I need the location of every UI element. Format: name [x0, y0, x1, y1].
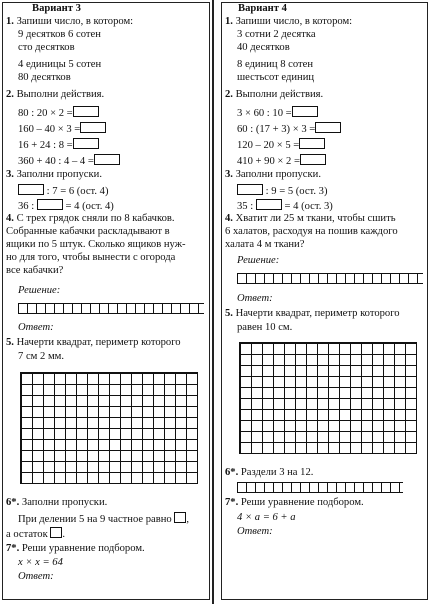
- v4-task-5-line: равен 10 см.: [237, 322, 293, 333]
- v4-expr: 410 + 90 × 2 =: [237, 154, 326, 168]
- v4-answer-label: Ответ:: [237, 526, 273, 537]
- answer-box[interactable]: [80, 122, 106, 133]
- v4-task-1-line: шестьсот единиц: [237, 72, 315, 83]
- answer-box[interactable]: [37, 199, 63, 210]
- answer-box[interactable]: [94, 154, 120, 165]
- v3-solution-lines[interactable]: [18, 303, 204, 314]
- column-divider: [212, 0, 214, 604]
- v3-task-5: 5. Начерти квадрат, периметр которого: [6, 337, 181, 348]
- answer-box[interactable]: [73, 106, 99, 117]
- answer-box[interactable]: [174, 512, 186, 523]
- v3-task-1: 1. Запиши число, в котором:: [6, 16, 134, 27]
- v4-answer-label: Ответ:: [237, 293, 273, 304]
- v4-task-4-line: халата 4 м ткани?: [225, 239, 305, 250]
- v4-task-1-line: 40 десятков: [237, 42, 290, 53]
- v4-solution-lines[interactable]: [237, 273, 423, 284]
- v3-task-4-line: все кабачки?: [6, 265, 64, 276]
- v3-missing-2: 36 : = 4 (ост. 4): [18, 201, 114, 212]
- v4-missing-1: : 9 = 5 (ост. 3): [237, 184, 328, 198]
- v3-task-4-line: но для того, чтобы вынести с огорода: [6, 252, 176, 263]
- v4-work-lines[interactable]: [237, 482, 403, 493]
- v3-solution-label: Решение:: [18, 285, 61, 296]
- v4-solution-label: Решение:: [237, 255, 280, 266]
- v4-task-1-line: 3 сотни 2 десятка: [237, 29, 316, 40]
- v3-task-6-line: При делении 5 на 9 частное равно ,: [18, 514, 189, 525]
- v3-task-4-line: Собранные кабачки раскладывают в: [6, 226, 170, 237]
- v3-expr: 80 : 20 × 2 =: [18, 106, 99, 120]
- answer-box[interactable]: [50, 527, 62, 538]
- v4-missing-2: 35 : = 4 (ост. 3): [237, 201, 333, 212]
- answer-box[interactable]: [315, 122, 341, 133]
- v4-task-5: 5. Начерти квадрат, периметр которого: [225, 308, 400, 319]
- v3-task-6: 6*. Заполни пропуски.: [6, 497, 108, 508]
- answer-box[interactable]: [237, 184, 263, 195]
- v4-task-2: 2. Выполни действия.: [225, 89, 324, 100]
- variant-3-title: Вариант 3: [32, 3, 81, 14]
- v4-task-4: 4. Хватит ли 25 м ткани, чтобы сшить: [225, 213, 396, 224]
- v3-expr: 160 – 40 × 3 =: [18, 122, 106, 136]
- answer-box[interactable]: [299, 138, 325, 149]
- v4-expr: 120 – 20 × 5 =: [237, 138, 325, 152]
- v4-task-6: 6*. Раздели 3 на 12.: [225, 467, 314, 478]
- answer-box[interactable]: [300, 154, 326, 165]
- v4-expr: 60 : (17 + 3) × 3 =: [237, 122, 341, 136]
- v3-task-1-line: 9 десятков 6 сотен: [18, 29, 101, 40]
- v3-task-4-line: ящики по 5 штук. Сколько ящиков нуж-: [6, 239, 186, 250]
- v3-task-5-line: 7 см 2 мм.: [18, 351, 65, 362]
- v3-expr: 16 + 24 : 8 =: [18, 138, 99, 152]
- v4-task-1: 1. Запиши число, в котором:: [225, 16, 353, 27]
- v3-expr: 360 + 40 : 4 – 4 =: [18, 154, 120, 168]
- v3-equation: x × x = 64: [18, 557, 63, 568]
- v4-task-7: 7*. Реши уравнение подбором.: [225, 497, 364, 508]
- v3-task-1-line: 80 десятков: [18, 72, 71, 83]
- v3-task-1-line: сто десятков: [18, 42, 75, 53]
- answer-box[interactable]: [256, 199, 282, 210]
- v3-answer-label: Ответ:: [18, 322, 54, 333]
- v4-drawing-grid[interactable]: [239, 342, 417, 454]
- v4-task-1-line: 8 единиц 8 сотен: [237, 59, 314, 70]
- v4-equation: 4 × a = 6 + a: [237, 512, 296, 523]
- v3-drawing-grid[interactable]: [20, 372, 198, 484]
- v3-task-4: 4. С трех грядок сняли по 8 кабачков.: [6, 213, 175, 224]
- answer-box[interactable]: [73, 138, 99, 149]
- v3-missing-1: : 7 = 6 (ост. 4): [18, 184, 109, 198]
- v4-task-3: 3. Заполни пропуски.: [225, 169, 321, 180]
- v4-task-4-line: 6 халатов, расходуя на пошив каждого: [225, 226, 398, 237]
- v3-task-3: 3. Заполни пропуски.: [6, 169, 102, 180]
- answer-box[interactable]: [292, 106, 318, 117]
- v3-answer-label: Ответ:: [18, 571, 54, 582]
- v3-task-7: 7*. Реши уравнение подбором.: [6, 543, 145, 554]
- v3-task-6-line: а остаток .: [6, 529, 66, 540]
- variant-4-title: Вариант 4: [238, 3, 287, 14]
- v3-task-2: 2. Выполни действия.: [6, 89, 105, 100]
- v3-task-1-line: 4 единицы 5 сотен: [18, 59, 102, 70]
- answer-box[interactable]: [18, 184, 44, 195]
- v4-expr: 3 × 60 : 10 =: [237, 106, 318, 120]
